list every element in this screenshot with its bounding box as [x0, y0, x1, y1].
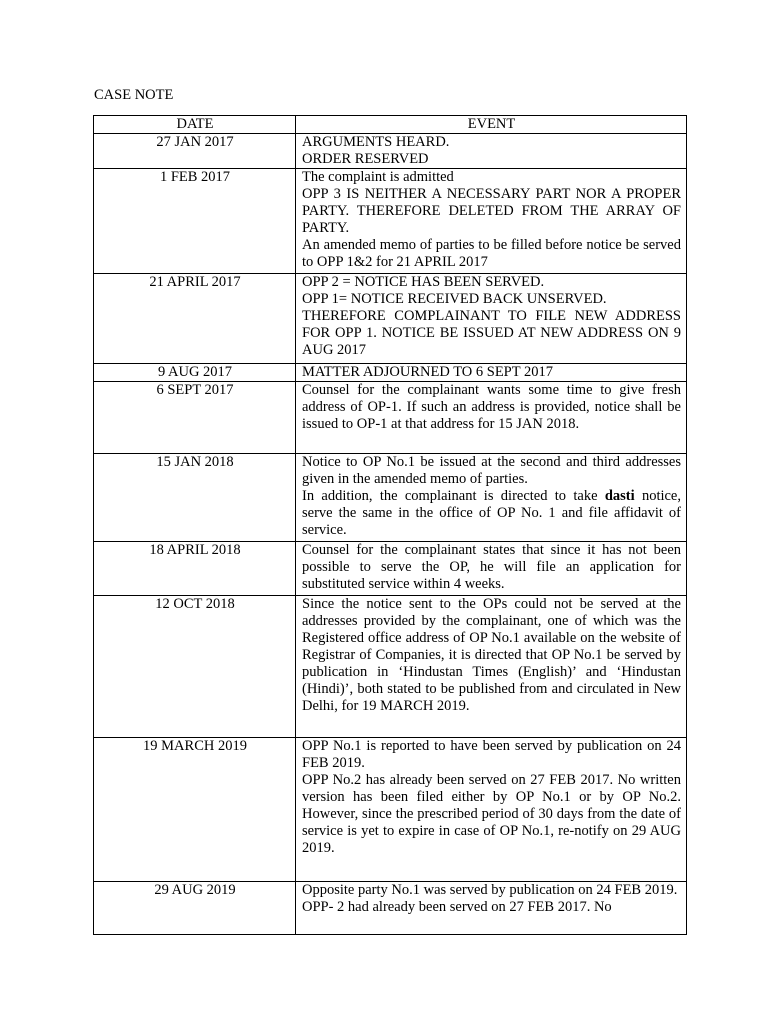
- table-row: [94, 454, 687, 542]
- event-paragraph: MATTER ADJOURNED TO 6 SEPT 2017: [302, 364, 553, 380]
- row-date: 9 AUG 2017: [94, 364, 296, 382]
- event-paragraph: The complaint is admitted: [302, 169, 454, 185]
- event-paragraph: THEREFORE COMPLAINANT TO FILE NEW ADDRESS FOR OPP 1. NOTICE BE ISSUED AT NEW ADDRESS ON 9 AUG 2017: [302, 308, 681, 358]
- event-column-header: EVENT: [296, 116, 687, 134]
- row-date: 19 MARCH 2019: [94, 738, 296, 882]
- event-paragraph: Counsel for the complainant wants some time to give fresh address of OP-1. If such an address is provided, notice shall be issued to OP-1 at that address for 15 JAN 2018.: [302, 382, 681, 432]
- row-event: [296, 454, 687, 542]
- row-event: [296, 364, 687, 382]
- table-row: [94, 882, 687, 935]
- row-event: [296, 738, 687, 882]
- table-header-row: [94, 116, 687, 134]
- table-row: [94, 596, 687, 738]
- case-note-table: [93, 115, 687, 935]
- row-date: 29 AUG 2019: [94, 882, 296, 935]
- table-row: [94, 364, 687, 382]
- row-event: [296, 596, 687, 738]
- event-paragraph-rich: [302, 488, 681, 539]
- event-paragraph: OPP 2 = NOTICE HAS BEEN SERVED.: [302, 274, 545, 290]
- event-paragraph: OPP- 2 had already been served on 27 FEB 2017. No: [302, 899, 612, 915]
- event-paragraph: OPP 3 IS NEITHER A NECESSARY PART NOR A PROPER PARTY. THEREFORE DELETED FROM THE ARRAY OF PARTY.: [302, 186, 681, 236]
- table-row: [94, 542, 687, 596]
- event-paragraph: OPP No.1 is reported to have been served by publication on 24 FEB 2019.: [302, 738, 681, 771]
- event-line: ORDER RESERVED: [302, 151, 429, 167]
- row-event: [296, 169, 687, 274]
- event-line: ARGUMENTS HEARD.: [302, 134, 450, 150]
- row-date: 18 APRIL 2018: [94, 542, 296, 596]
- date-column-header: DATE: [94, 116, 296, 134]
- row-event: [296, 542, 687, 596]
- document-title: CASE NOTE: [94, 87, 174, 103]
- event-paragraph: OPP 1= NOTICE RECEIVED BACK UNSERVED.: [302, 291, 607, 307]
- table-row: [94, 134, 687, 169]
- event-paragraph: Counsel for the complainant states that since it has not been possible to serve the OP, he will file an application for substituted service within 4 weeks.: [302, 542, 681, 592]
- row-date: 6 SEPT 2017: [94, 382, 296, 454]
- row-date: 27 JAN 2017: [94, 134, 296, 169]
- row-date: 12 OCT 2018: [94, 596, 296, 738]
- event-paragraph: Notice to OP No.1 be issued at the second and third addresses given in the amended memo of parties.: [302, 454, 681, 487]
- row-date: 21 APRIL 2017: [94, 274, 296, 364]
- row-event: [296, 274, 687, 364]
- table-row: [94, 169, 687, 274]
- row-event: [296, 134, 687, 169]
- table-row: [94, 382, 687, 454]
- event-paragraph: Opposite party No.1 was served by publication on 24 FEB 2019.: [302, 882, 678, 898]
- event-text: In addition, the complainant is directed to take: [302, 488, 605, 504]
- event-bold-text: dasti: [604, 488, 635, 504]
- row-event: [296, 382, 687, 454]
- event-paragraph: An amended memo of parties to be filled before notice be served to OPP 1&2 for 21 APRIL 2017: [302, 237, 681, 270]
- event-paragraph: OPP No.2 has already been served on 27 FEB 2017. No written version has been filed either by OP No.1 or by OP No.2. However, since the prescribed period of 30 days from the date of service is yet to expire in case of OP No.1, re-notify on 29 AUG 2019.: [302, 772, 681, 856]
- event-paragraph: Since the notice sent to the OPs could not be served at the addresses provided by the complainant, one of which was the Registered office address of OP No.1 available on the website of Registrar of Companies, it is directed that OP No.1 be served by publication in ‘Hindustan Times (English)’ and ‘Hindustan (Hindi)’, both stated to be published from and circulated in New Delhi, for 19 MARCH 2019.: [302, 596, 681, 714]
- table-row: [94, 738, 687, 882]
- table-row: [94, 274, 687, 364]
- row-date: 1 FEB 2017: [94, 169, 296, 274]
- row-event: [296, 882, 687, 935]
- event-text: notice, serve the same in the office of OP No. 1 and file affidavit of service.: [302, 488, 681, 538]
- row-date: 15 JAN 2018: [94, 454, 296, 542]
